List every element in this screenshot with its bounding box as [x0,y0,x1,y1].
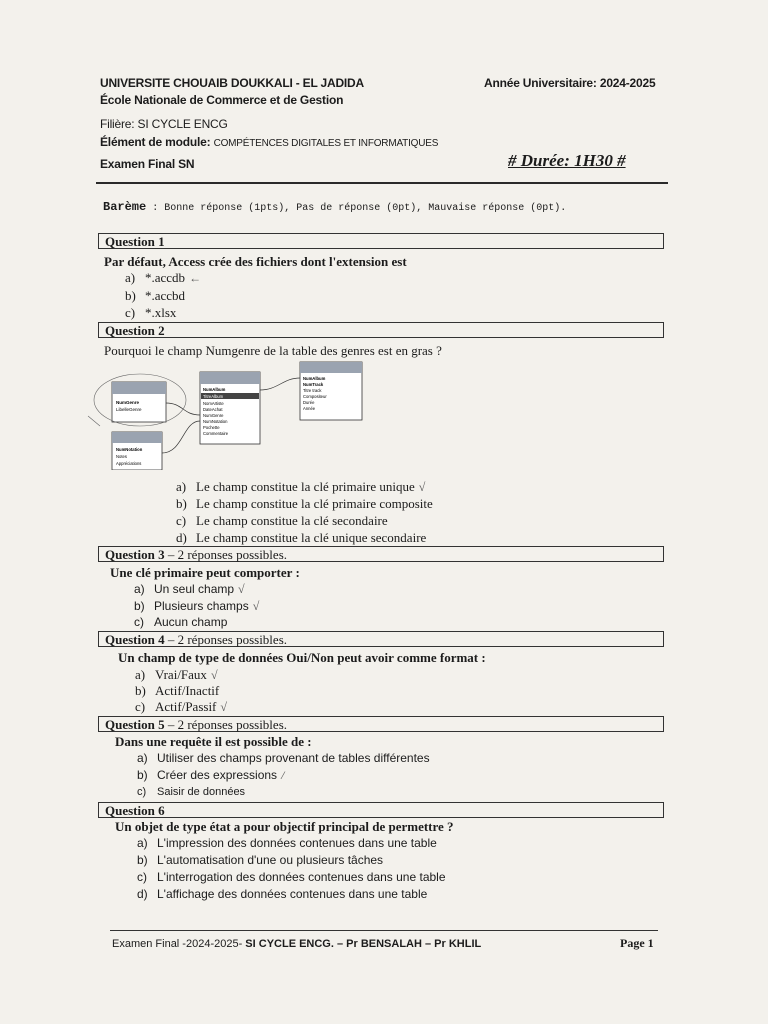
option-text: L'interrogation des données contenues dans une table [157,870,446,884]
option-text: Actif/Passif [155,699,217,714]
tracks-field-3: Compositeur [303,394,327,399]
option-key: b) [137,853,148,867]
option-text: Aucun champ [154,615,228,629]
question-3-option-a[interactable] [134,582,245,597]
question-1-prompt: Par défaut, Access crée des fichiers dont l'extension est [104,254,407,269]
school-name: École Nationale de Commerce et de Gestion [100,93,344,107]
option-key: c) [137,870,147,884]
tracks-field-0: NumAlbum [303,376,326,381]
option-text: Créer des expressions [157,768,278,782]
university-name: UNIVERSITE CHOUAIB DOUKKALI - EL JADIDA [100,76,364,90]
tracks-field-5: Année [303,406,316,411]
albums-field-2: NomArtiste [203,401,224,406]
albums-field-3: DateAchat [203,407,223,412]
table-notation [112,432,162,470]
option-text: Le champ constitue la clé secondaire [196,513,388,528]
question-1-option-b[interactable] [125,288,185,304]
module-line [100,135,438,149]
question-6-option-a[interactable] [137,836,437,850]
option-text: Saisir de données [157,786,246,798]
question-6-prompt: Un objet de type état a pour objectif principal de permettre ? [115,819,454,834]
question-3-option-c[interactable] [134,615,227,629]
handwritten-mark: √ [220,700,227,714]
option-key: a) [134,582,145,596]
option-text: *.accbd [145,288,186,303]
question-1-header [98,233,664,249]
option-key: b) [125,288,136,303]
bareme-text: : Bonne réponse (1pts), Pas de réponse (0pt), Mauvaise réponse (0pt). [152,203,567,214]
question-2-label: Question 2 [105,323,165,338]
handwritten-mark: ← [189,271,202,285]
genres-field-1: LibelleGenre [116,407,142,412]
handwritten-mark: √ [252,599,260,613]
footer-rule [110,930,658,931]
option-key: c) [125,305,136,320]
option-key: a) [176,479,187,494]
option-text: L'impression des données contenues dans une table [157,836,437,850]
question-1-option-c[interactable] [125,305,176,321]
question-2-option-a[interactable] [176,479,425,495]
albums-field-1: TitreAlbum [203,394,224,399]
notation-field-0: NumNotation [116,447,143,452]
question-4-option-a[interactable] [135,667,218,683]
question-3-header [98,546,664,562]
page-number: Page 1 [620,936,654,950]
exam-title: Examen Final SN [100,157,195,171]
notation-field-1: Notes [116,454,127,459]
question-1-label: Question 1 [105,234,165,249]
genres-field-0: NumGenre [116,400,140,405]
question-2-header [98,322,664,338]
tracks-field-2: Titre track [303,388,322,393]
question-3-label: Question 3 [105,547,165,562]
exam-duration: # Durée: 1H30 # [508,151,626,170]
bareme-label: Barème [103,200,147,214]
notation-field-2: Appréciations [116,461,142,466]
question-4-prompt: Un champ de type de données Oui/Non peut avoir comme format : [118,650,486,665]
option-text: Le champ constitue la clé primaire composite [196,496,433,511]
option-text: Le champ constitue la clé unique secondaire [196,530,427,545]
option-key: a) [125,270,136,285]
bareme [103,200,566,214]
question-4-option-c[interactable] [135,699,227,715]
option-text: L'affichage des données contenues dans une table [157,887,428,901]
footer-text [112,938,481,950]
option-text: Un seul champ [154,582,235,596]
option-text: *.xlsx [145,305,177,320]
question-5-option-c[interactable] [137,786,245,798]
albums-field-0: NumAlbum [203,387,226,392]
handwritten-mark: √ [418,480,426,494]
question-5-header [98,716,664,732]
question-3-suffix: – 2 réponses possibles. [164,547,288,562]
albums-field-4: NumGenre [203,413,224,418]
option-key: a) [135,667,146,682]
question-2-prompt: Pourquoi le champ Numgenre de la table des genres est en gras ? [104,343,442,358]
tracks-field-4: Durée [303,400,315,405]
question-5-option-b[interactable] [137,768,284,783]
handwritten-mark: / [281,768,285,782]
option-text: Vrai/Faux [155,667,207,682]
question-3-prompt: Une clé primaire peut comporter : [110,565,300,580]
question-4-label: Question 4 [105,632,165,647]
question-6-label: Question 6 [105,803,165,818]
albums-field-7: Commentaire [203,431,229,436]
option-text: Utiliser des champs provenant de tables différentes [157,751,430,765]
question-6-option-d[interactable] [137,887,427,901]
question-5-option-a[interactable] [137,751,430,765]
option-key: a) [137,751,148,765]
header-rule [96,182,668,184]
option-key: c) [176,513,187,528]
question-6-option-c[interactable] [137,870,446,884]
option-key: a) [137,836,148,850]
question-5-suffix: – 2 réponses possibles. [164,717,288,732]
option-text: Le champ constitue la clé primaire unique [196,479,415,494]
option-key: d) [176,530,187,545]
footer-left: Examen Final -2024-2025- [112,938,246,950]
footer-authors: SI CYCLE ENCG. – Pr BENSALAH – Pr KHLIL [245,938,482,950]
tracks-field-1: NumTrack [303,382,324,387]
option-text: *.accdb [145,270,186,285]
albums-field-5: NumNotation [203,419,228,424]
question-5-prompt: Dans une requête il est possible de : [115,734,312,749]
question-5-label: Question 5 [105,717,165,732]
question-4-option-b[interactable] [135,683,219,699]
question-2-option-b[interactable] [176,496,433,512]
handwritten-mark: √ [210,668,218,682]
question-4-header [98,631,664,647]
module-label: Élément de module: [100,135,211,149]
question-1-option-a[interactable] [125,270,201,286]
option-key: c) [134,615,144,629]
table-albums [200,372,260,444]
question-3-option-b[interactable] [134,599,259,614]
option-key: d) [137,887,148,901]
academic-year: Année Universitaire: 2024-2025 [484,76,656,90]
option-key: c) [135,699,146,714]
handwritten-mark: √ [238,582,245,596]
option-text: Actif/Inactif [155,683,220,698]
option-text: L'automatisation d'une ou plusieurs tâches [157,853,384,867]
option-key: b) [134,599,145,613]
question-2-option-c[interactable] [176,513,388,529]
option-key: c) [137,786,147,798]
question-6-header [98,802,664,818]
question-2-option-d[interactable] [176,530,426,546]
option-key: b) [137,768,148,782]
option-key: b) [176,496,187,511]
albums-field-6: Pochette [203,425,220,430]
table-tracks [300,362,362,420]
question-6-option-b[interactable] [137,853,383,867]
module-value: COMPÉTENCES DIGITALES ET INFORMATIQUES [213,138,439,149]
option-text: Plusieurs champs [154,599,249,613]
relationship-diagram [78,358,378,470]
option-key: b) [135,683,146,698]
table-genres [112,382,166,422]
filiere: Filière: SI CYCLE ENCG [100,117,228,131]
question-4-suffix: – 2 réponses possibles. [164,632,288,647]
pen-stroke [88,416,100,426]
